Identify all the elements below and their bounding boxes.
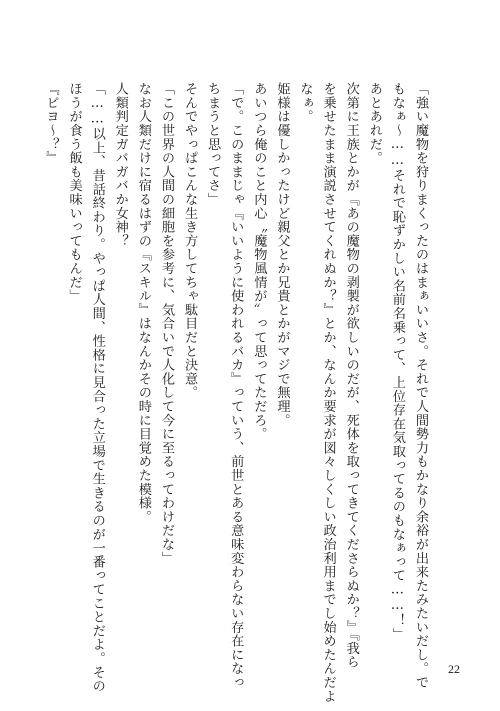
- text-line: 「この世界の人間の細胞を参考に、気合いで人化して今に至るってわけだな」: [158, 82, 174, 565]
- text-line: あとあれだ。: [366, 82, 382, 165]
- text-line: ちまうと思ってさ」: [205, 82, 221, 207]
- text-line: なぁ。: [297, 82, 313, 124]
- text-line: なお人類だけに宿るはずの『スキル』はなんかその時に目覚めた模様。: [135, 82, 151, 524]
- text-line: あいつら俺のこと内心〝魔物風情が〟って思ってただろ。: [251, 82, 267, 441]
- text-line: そんでやっぱこんな生き方してちゃ駄目だと決意。: [182, 82, 198, 400]
- text-line: もなぁ～……それで恥ずかしい名前名乗って、上位存在気取ってるのもなぁって……！」: [389, 82, 405, 642]
- text-line: 「……以上、昔話終わり。やっぱ人間、性格に見合った立場で生きるのが一番ってことだよ。その: [89, 82, 105, 693]
- page-number: 22: [448, 662, 460, 676]
- vertical-text-body: [39, 82, 432, 703]
- text-line: 次第に王族とかが『あの魔物の剥製が欲しいのだが、死体を取ってきてくださらぬか？』『我ら: [343, 82, 359, 669]
- text-line: 姫様は優しかったけど親父とか兄貴とかがマジで無理。: [274, 82, 290, 427]
- text-line: 「で。このままじゃ『いいように使われるバカ』っていう、前世とある意味変わらない存在になっ: [228, 82, 244, 690]
- text-line: を乗せたまま演説させてくれぬか？』とか、なんか要求が図々しくしい政治利用までし始めたんだよ: [320, 82, 336, 703]
- text-line: 『ピヨ～？』: [43, 82, 59, 165]
- text-line: 「強い魔物を狩りまくったのはまぁいいさ。それで人間勢力もかなり余裕が出来たみたいだし。で: [413, 82, 428, 690]
- text-line: 人類判定ガバガバか女神？: [112, 82, 128, 248]
- text-line: ほうが食う飯も美味いってもんだ」: [66, 82, 82, 303]
